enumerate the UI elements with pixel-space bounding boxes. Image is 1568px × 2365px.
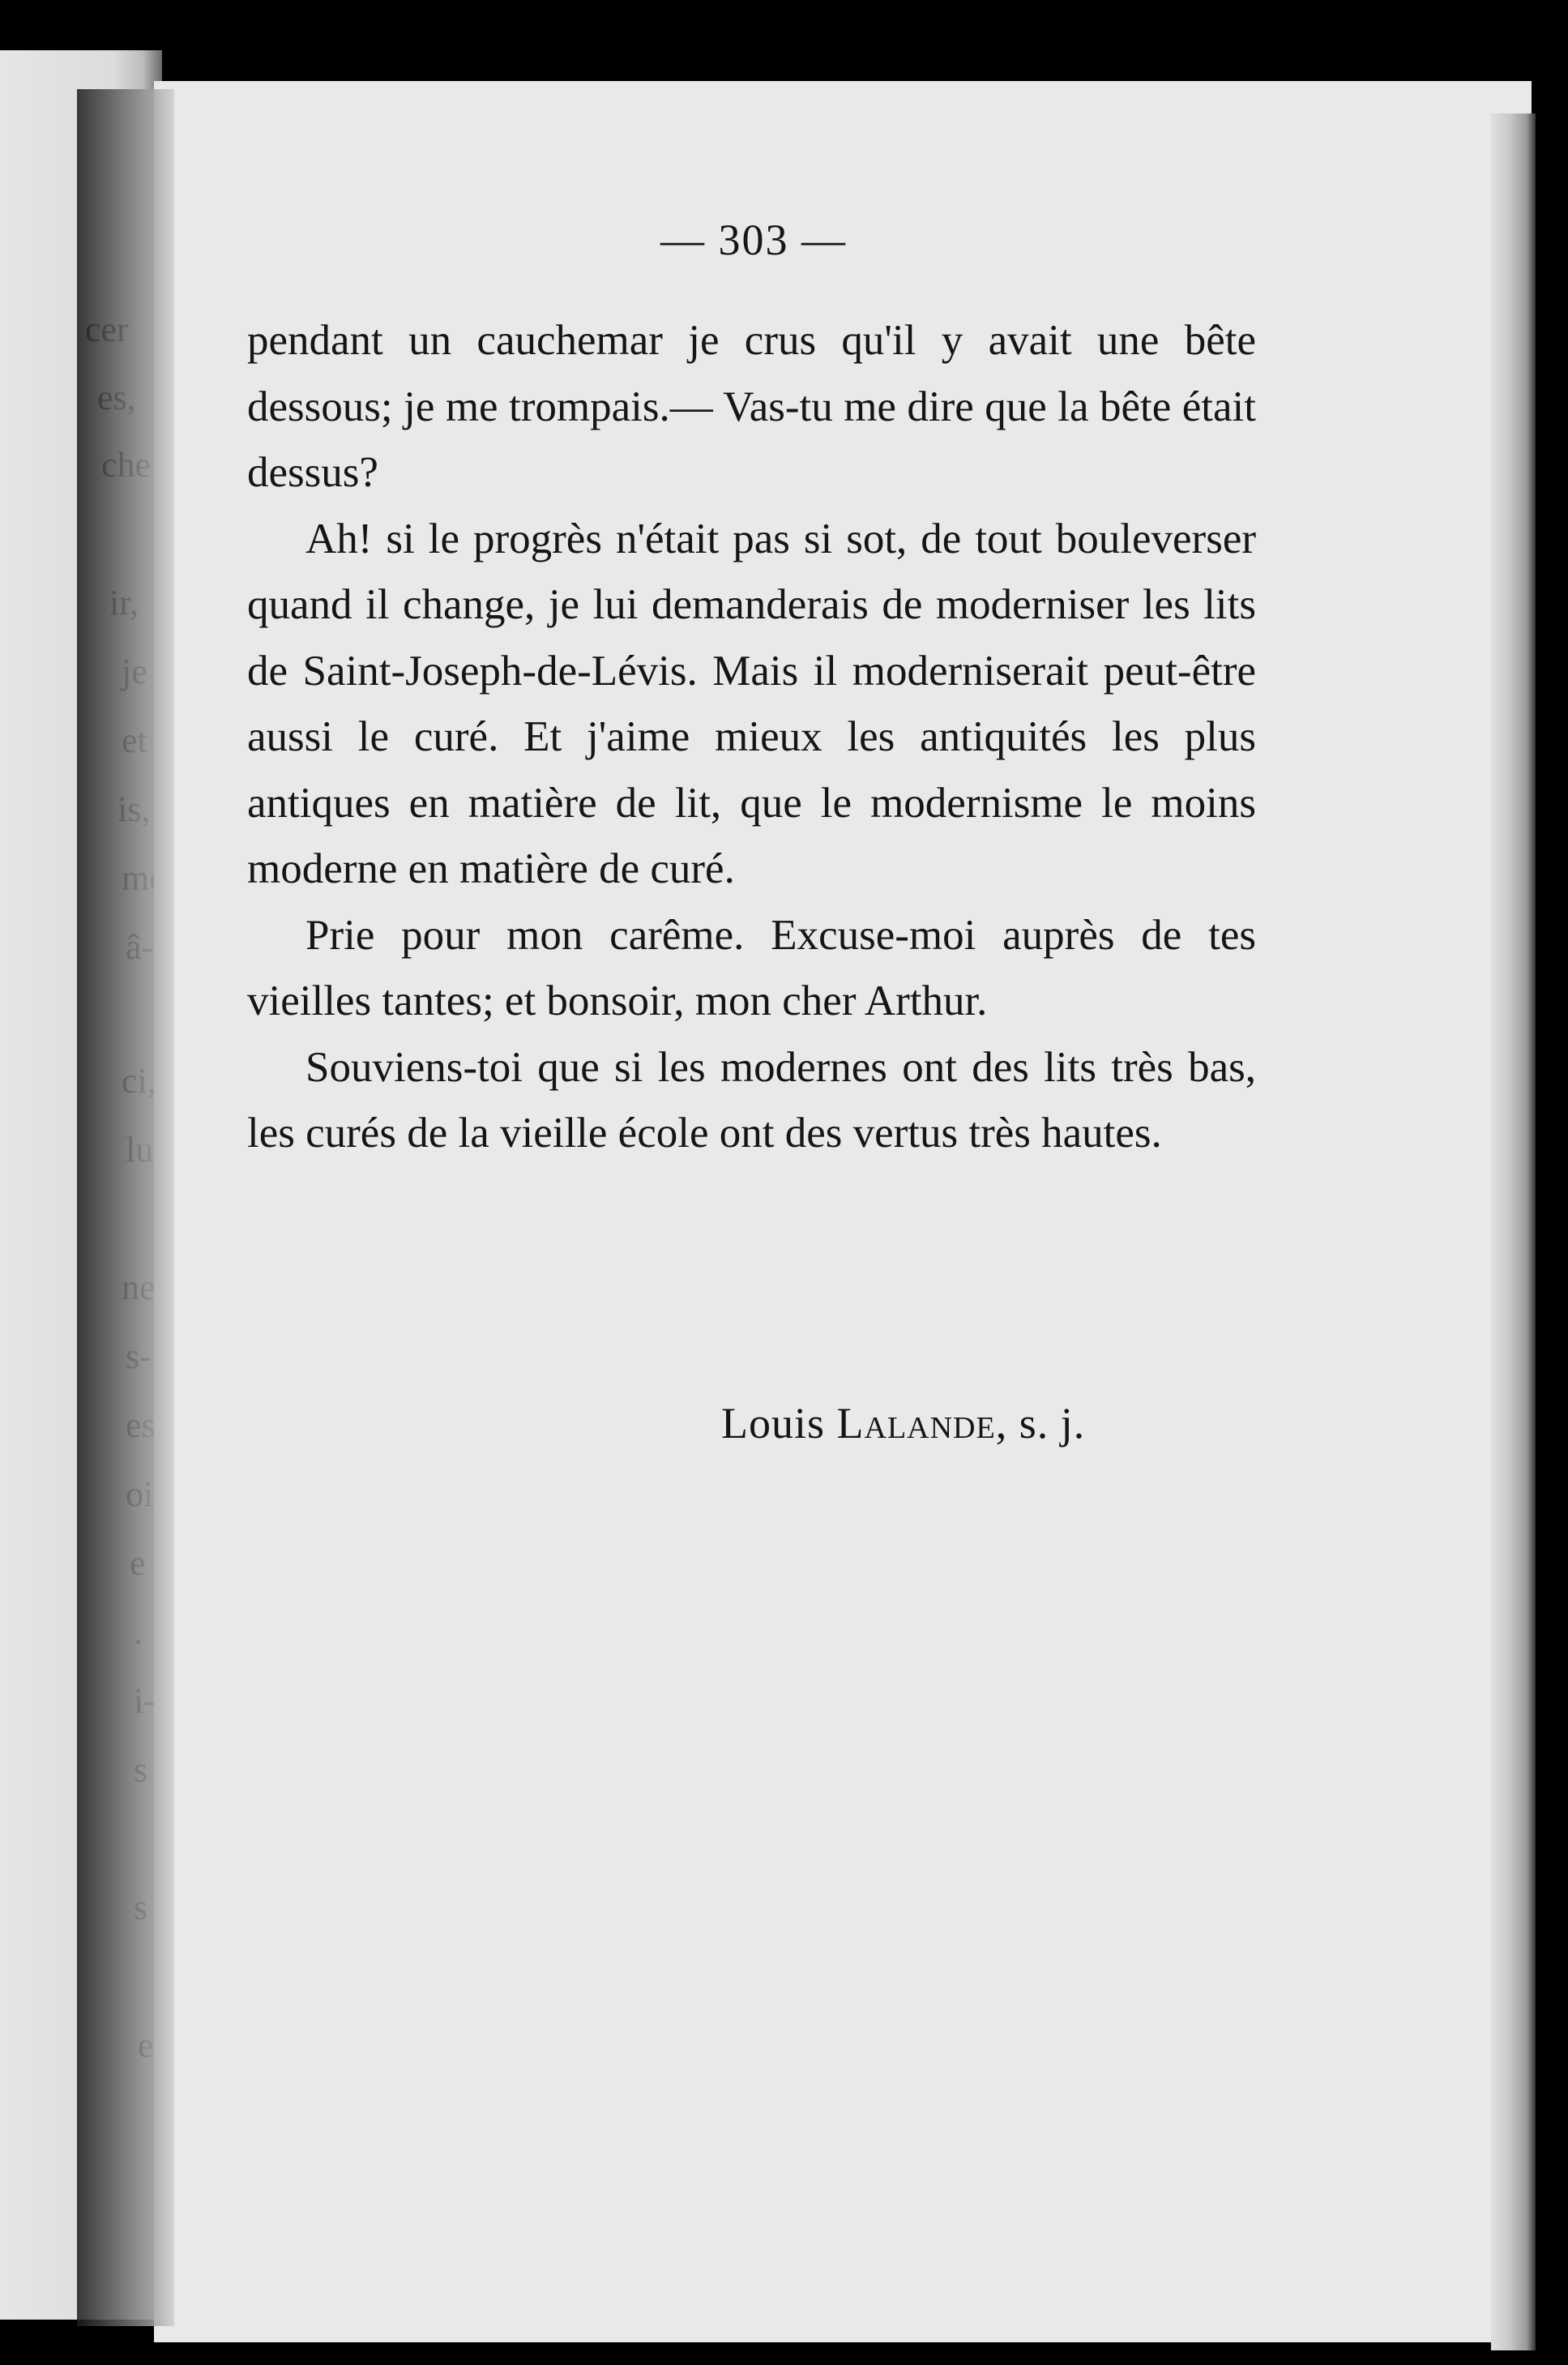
signature-first-name: Louis: [721, 1399, 826, 1448]
paragraph: Prie pour mon carême. Excuse-moi auprès de tes vieilles tantes; et bonsoir, mon cher Arthur.: [247, 911, 1256, 1024]
page-number: — 303 —: [660, 216, 847, 264]
body-text: [247, 308, 1256, 1167]
paragraph: Souviens-toi que si les modernes ont des lits très bas, les curés de la vieille école ont des vertus très hautes.: [247, 1043, 1256, 1157]
author-signature: [721, 1398, 1085, 1448]
page-edge: [1491, 113, 1536, 2350]
signature-last-name: Lalande,: [836, 1399, 1008, 1448]
signature-order: s. j.: [1019, 1399, 1086, 1448]
paragraph: Ah! si le progrès n'était pas si sot, de tout bouleverser quand il change, je lui demanderais de moderniser les lits de Saint-Joseph-de-Lévis. Mais il moderniserait peut-être aussi le curé. Et j'aime mieux les antiquités les plus antiques en matière de lit, que le modernisme le moins moderne en matière de curé.: [247, 515, 1256, 892]
book-gutter-shadow: [77, 89, 174, 2326]
paragraph: pendant un cauchemar je crus qu'il y avait une bête dessous; je me trompais.— Vas-tu me dire que la bête était dessus?: [247, 317, 1256, 496]
